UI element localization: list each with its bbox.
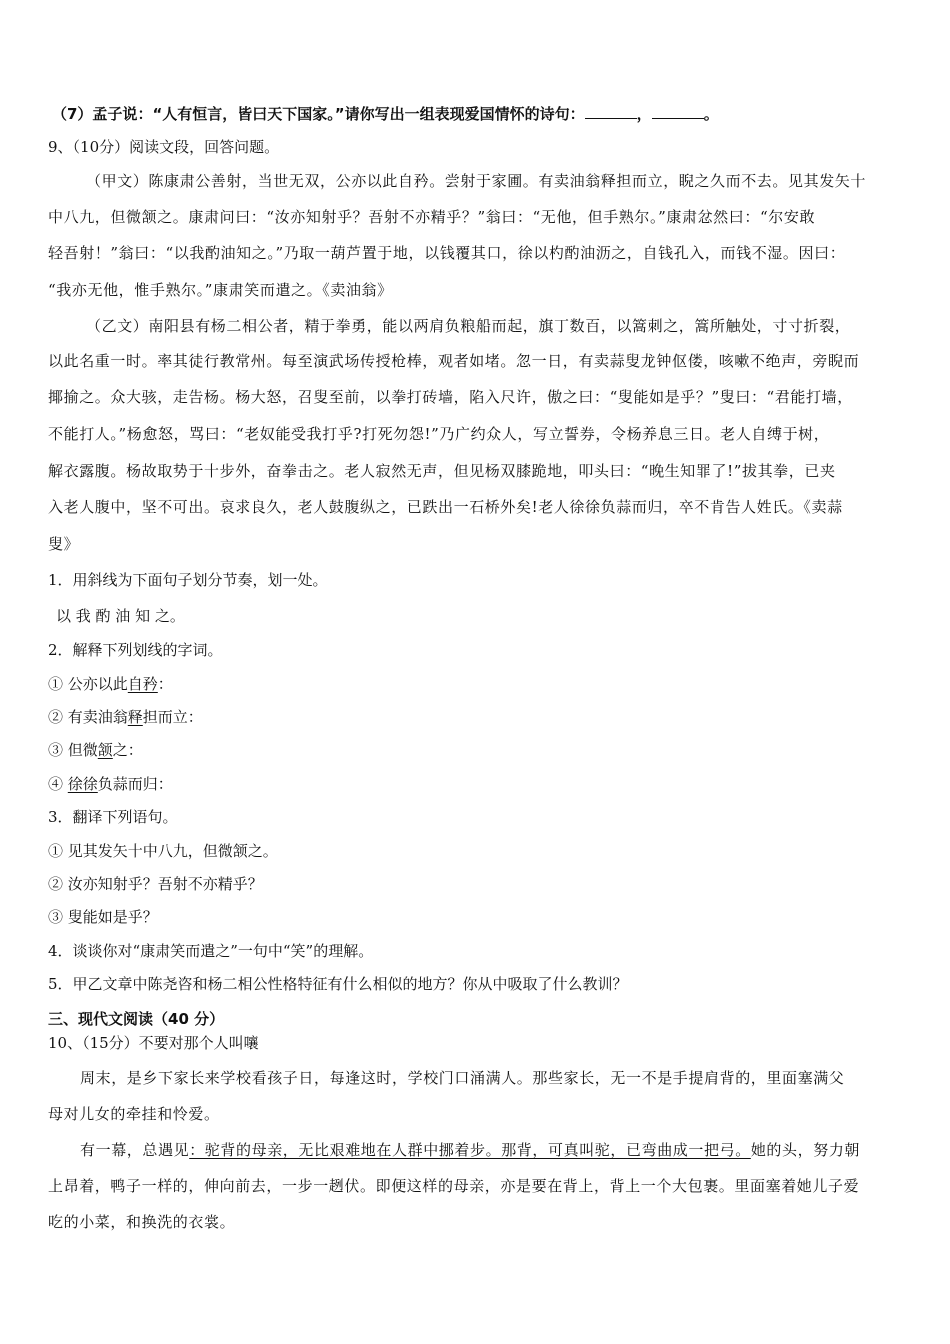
- explain-item-text: ③ 但微: [48, 741, 98, 759]
- underlined-sentence: ：驼背的母亲，无比艰难地在人群中挪着步。那背，可真叫驼，已弯曲成一把弓。: [189, 1141, 751, 1159]
- translate-item: ① 见其发矢十中八九，但微颔之。: [48, 842, 278, 860]
- explain-item: [48, 707, 910, 727]
- rhythm-sentence: 以 我 酌 油 知 之。: [56, 607, 185, 625]
- reading-paragraph-line: 吃的小菜，和换洗的衣裳。: [48, 1213, 236, 1231]
- passage-jia-line: “我亦无他，惟手熟尔。”康肃笑而遣之。《卖油翁》: [48, 281, 393, 299]
- reading-paragraph-line: 周末，是乡下家长来学校看孩子日，每逢这时，学校门口涌满人。那些家长，无一不是手提肩背的，里面塞满父: [80, 1069, 845, 1087]
- explain-item-text: 负蒜而归：: [97, 775, 173, 793]
- passage-yi-line: 揶揄之。众大骇，走告杨。杨大怒，召叟至前，以拳打砖墙，陷入尺许，傲之曰：“叟能如是乎？”叟曰：“君能打墙，: [48, 388, 853, 406]
- explain-item: [48, 774, 910, 794]
- sub-question-1: 1．用斜线为下面句子划分节奏，划一处。: [48, 571, 328, 589]
- sub-question-2: 2．解释下列划线的字词。: [48, 641, 223, 659]
- explain-item-text: ：: [157, 675, 173, 693]
- passage-jia-line: 中八九，但微颔之。康肃问曰：“汝亦知射乎？吾射不亦精乎？”翁曰：“无他，但手熟尔。”康肃忿然曰：“尔安敢: [48, 208, 816, 226]
- passage-yi-line: 以此名重一时。率其徒行教常州。每至演武场传授枪棒，观者如堵。忽一日，有卖蒜叟龙钟伛偻，咳嗽不绝声，旁睨而: [48, 352, 860, 370]
- explain-item: [48, 674, 910, 694]
- underlined-word: 颔: [97, 741, 113, 759]
- question-10-header: 10、（15分）不要对那个人叫嚷: [48, 1034, 259, 1052]
- explain-item-text: 之：: [112, 741, 143, 759]
- end-mark: 。: [703, 105, 719, 123]
- translate-item: ③ 叟能如是乎？: [48, 908, 158, 926]
- question-7-text: （7）孟子说：“人有恒言，皆曰天下国家。”请你写出一组表现爱国情怀的诗句：: [52, 105, 585, 123]
- underlined-word: 徐徐: [67, 775, 98, 793]
- question-7: [52, 104, 910, 124]
- answer-blank-1[interactable]: [585, 104, 637, 119]
- reading-paragraph-line: 上昂着，鸭子一样的，伸向前去，一步一趔伏。即便这样的母亲，亦是要在背上，背上一个大包裹。里面塞着她儿子爱: [48, 1177, 860, 1195]
- translate-item: ② 汝亦知射乎？吾射不亦精乎？: [48, 875, 263, 893]
- sub-question-3: 3．翻译下列语句。: [48, 808, 178, 826]
- passage-yi-line: 入老人腹中，坚不可出。哀求良久，老人鼓腹纵之，已跌出一石桥外矣!老人徐徐负蒜而归，卒不肯告人姓氏。《卖蒜: [48, 498, 843, 516]
- paragraph-text: 她的头，努力朝: [750, 1141, 861, 1159]
- question-9-header: 9、（10分）阅读文段，回答问题。: [48, 138, 280, 156]
- passage-jia-line: 轻吾射！”翁曰：“以我酌油知之。”乃取一葫芦置于地，以钱覆其口，徐以杓酌油沥之，自钱孔入，而钱不湿。因曰：: [48, 244, 846, 262]
- reading-paragraph-line: [80, 1140, 910, 1160]
- explain-item-text: ① 公亦以此: [48, 675, 128, 693]
- passage-jia-line: （甲文）陈康肃公善射，当世无双，公亦以此自矜。尝射于家圃。有卖油翁释担而立，睨之久而不去。见其发矢十: [86, 172, 867, 190]
- explain-item-text: ② 有卖油翁: [48, 708, 128, 726]
- explain-item-text: ④: [48, 775, 68, 793]
- sub-question-5: 5．甲乙文章中陈尧咨和杨二相公性格特征有什么相似的地方？你从中吸取了什么教训？: [48, 975, 628, 993]
- underlined-word: 释: [127, 708, 143, 726]
- answer-blank-2[interactable]: [652, 104, 704, 119]
- reading-paragraph-line: 母对儿女的牵挂和怜爱。: [48, 1105, 220, 1123]
- passage-yi-line: 解衣露腹。杨故取势于十步外，奋拳击之。老人寂然无声，但见杨双膝跪地，叩头曰：“晚生知罪了!”拔其拳，已夹: [48, 462, 836, 480]
- underlined-word: 自矜: [127, 675, 158, 693]
- paragraph-text: 有一幕，总遇见: [80, 1141, 190, 1159]
- separator: ，: [636, 105, 652, 123]
- passage-yi-line: 不能打人。”杨愈怒，骂曰：“老奴能受我打乎?打死勿怨!”乃广约众人，写立誓券，令杨养息三日。老人自缚于树，: [48, 425, 830, 443]
- passage-yi-line: 叟》: [48, 535, 80, 553]
- explain-item: [48, 740, 910, 760]
- passage-yi-line: （乙文）南阳县有杨二相公者，精于拳勇，能以两肩负粮船而起，旗丁数百，以篙刺之，篙所触处，寸寸折裂，: [86, 317, 851, 335]
- explain-item-text: 担而立：: [142, 708, 203, 726]
- sub-question-4: 4．谈谈你对“康肃笑而遣之”一句中“笑”的理解。: [48, 942, 374, 960]
- section-3-title: 三、现代文阅读（40 分）: [48, 1010, 225, 1028]
